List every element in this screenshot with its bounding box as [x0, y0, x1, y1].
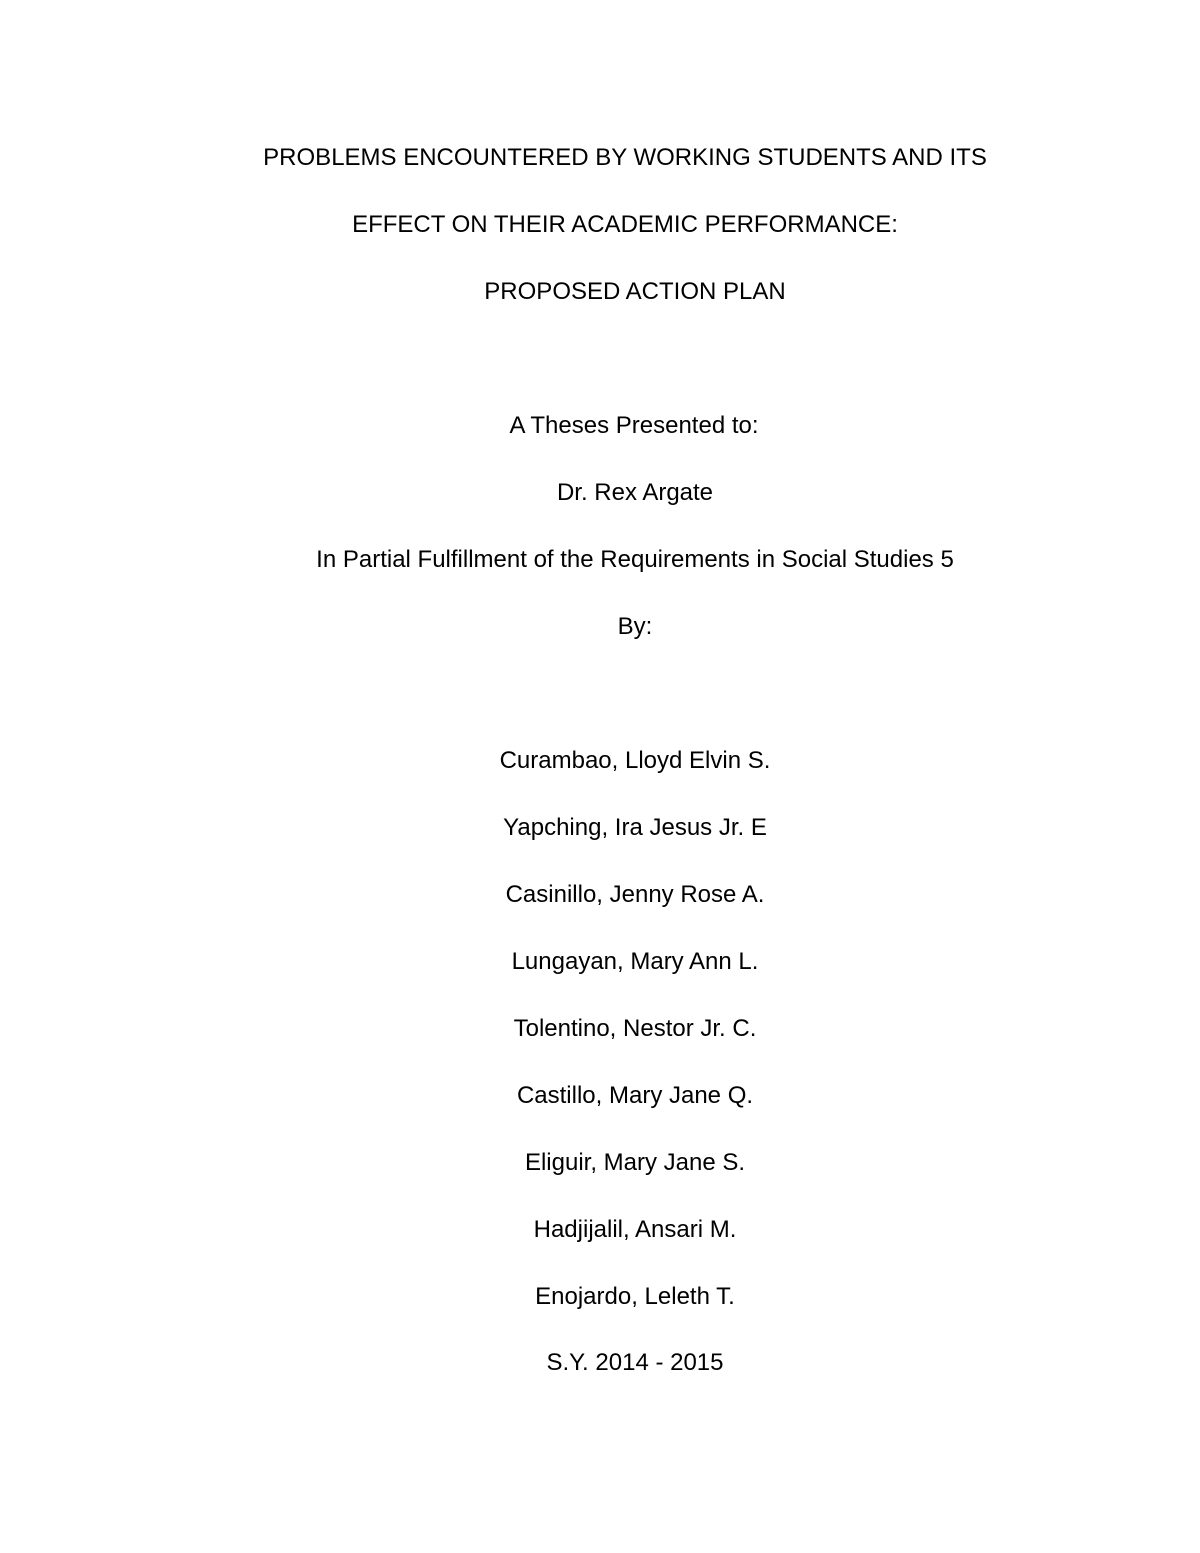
author-name: Eliguir, Mary Jane S.	[524, 1149, 746, 1176]
author-name: Lungayan, Mary Ann L.	[511, 948, 759, 975]
school-year: S.Y. 2014 - 2015	[546, 1349, 724, 1376]
fulfillment-statement: In Partial Fulfillment of the Requirements in Social Studies 5	[316, 546, 954, 573]
author-name: Enojardo, Leleth T.	[535, 1283, 735, 1310]
author-name: Curambao, Lloyd Elvin S.	[499, 747, 771, 774]
thesis-title-line-2: EFFECT ON THEIR ACADEMIC PERFORMANCE:	[352, 211, 898, 238]
author-name: Tolentino, Nestor Jr. C.	[513, 1015, 757, 1042]
author-name: Hadjijalil, Ansari M.	[533, 1216, 737, 1243]
thesis-title-line-3: PROPOSED ACTION PLAN	[484, 278, 786, 305]
author-name: Castillo, Mary Jane Q.	[516, 1082, 754, 1109]
author-name: Casinillo, Jenny Rose A.	[505, 881, 765, 908]
author-name: Yapching, Ira Jesus Jr. E	[503, 814, 767, 841]
advisor-name: Dr. Rex Argate	[556, 479, 714, 506]
author-list	[35, 746, 1200, 1349]
by-label: By:	[617, 613, 653, 640]
presented-to-label: A Theses Presented to:	[509, 412, 759, 439]
thesis-title-line-1: PROBLEMS ENCOUNTERED BY WORKING STUDENTS AND ITS	[263, 144, 987, 171]
